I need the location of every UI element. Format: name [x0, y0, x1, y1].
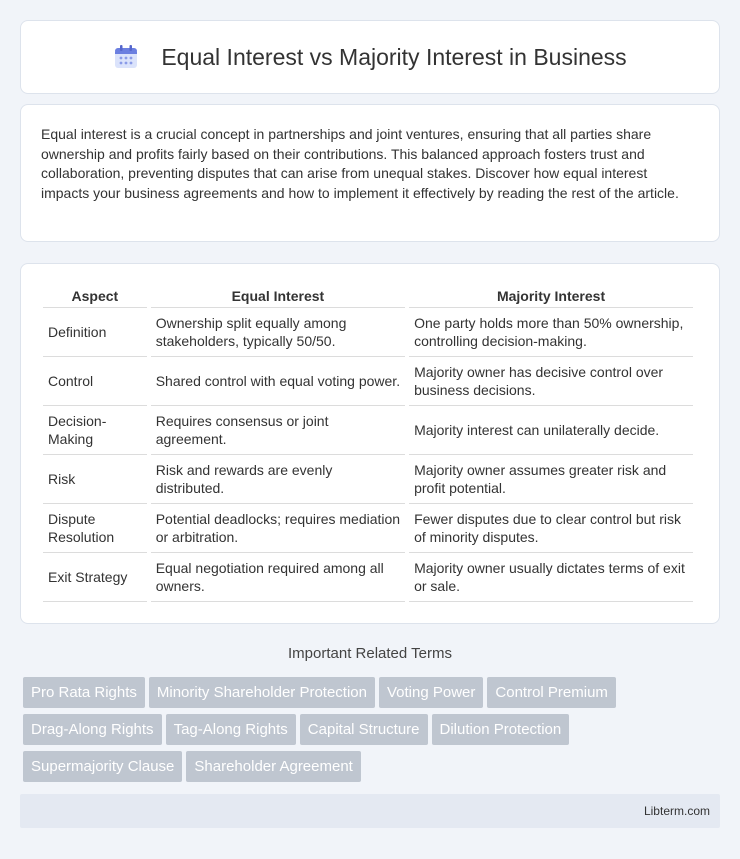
tag-voting-power[interactable]: Voting Power — [379, 677, 483, 708]
comparison-table-card — [20, 263, 720, 624]
row-majority: One party holds more than 50% ownership, controlling decision-making. — [409, 308, 693, 357]
table-row — [43, 308, 693, 357]
table-row — [43, 406, 693, 455]
tag-tag-along-rights[interactable]: Tag-Along Rights — [166, 714, 296, 745]
row-majority: Majority owner usually dictates terms of exit or sale. — [409, 553, 693, 602]
footer — [20, 794, 720, 828]
header-majority-interest: Majority Interest — [409, 284, 693, 308]
row-equal: Requires consensus or joint agreement. — [151, 406, 405, 455]
table-row — [43, 504, 693, 553]
row-aspect: Risk — [43, 455, 147, 504]
tag-dilution-protection[interactable]: Dilution Protection — [432, 714, 570, 745]
row-majority: Majority owner has decisive control over business decisions. — [409, 357, 693, 406]
tag-supermajority-clause[interactable]: Supermajority Clause — [23, 751, 182, 782]
row-majority: Majority owner assumes greater risk and profit potential. — [409, 455, 693, 504]
related-terms-list — [23, 677, 723, 788]
tag-control-premium[interactable]: Control Premium — [487, 677, 616, 708]
header-equal-interest: Equal Interest — [151, 284, 405, 308]
row-aspect: Dispute Resolution — [43, 504, 147, 553]
table-row — [43, 357, 693, 406]
calendar-icon — [113, 44, 139, 70]
tag-capital-structure[interactable]: Capital Structure — [300, 714, 428, 745]
row-aspect: Exit Strategy — [43, 553, 147, 602]
row-equal: Shared control with equal voting power. — [151, 357, 405, 406]
row-aspect: Control — [43, 357, 147, 406]
tag-drag-along-rights[interactable]: Drag-Along Rights — [23, 714, 162, 745]
row-aspect: Definition — [43, 308, 147, 357]
row-majority: Majority interest can unilaterally decide. — [409, 406, 693, 455]
footer-site-link[interactable]: Libterm.com — [643, 804, 710, 818]
row-majority: Fewer disputes due to clear control but risk of minority disputes. — [409, 504, 693, 553]
header-card — [20, 20, 720, 94]
table-header-row — [43, 284, 693, 308]
row-equal: Potential deadlocks; requires mediation or arbitration. — [151, 504, 405, 553]
comparison-table — [39, 284, 697, 602]
related-terms-title: Important Related Terms — [288, 645, 452, 662]
intro-card — [20, 104, 720, 242]
tag-shareholder-agreement[interactable]: Shareholder Agreement — [186, 751, 360, 782]
tag-minority-shareholder-protection[interactable]: Minority Shareholder Protection — [149, 677, 375, 708]
row-aspect: Decision-Making — [43, 406, 147, 455]
table-row — [43, 455, 693, 504]
tag-pro-rata-rights[interactable]: Pro Rata Rights — [23, 677, 145, 708]
page-title: Equal Interest vs Majority Interest in Business — [161, 43, 627, 70]
header-aspect: Aspect — [43, 284, 147, 308]
intro-text: Equal interest is a crucial concept in partnerships and joint ventures, ensuring that all parties share ownership and profits fairly based on their contributions. This balanced approach fosters trust and collaboration, preventing disputes that can arise from unequal stakes. Discover how equal interest impacts your business agreements and how to implement it effectively by reading the rest of the article. — [41, 126, 679, 201]
table-row — [43, 553, 693, 602]
row-equal: Risk and rewards are evenly distributed. — [151, 455, 405, 504]
row-equal: Equal negotiation required among all owners. — [151, 553, 405, 602]
row-equal: Ownership split equally among stakeholders, typically 50/50. — [151, 308, 405, 357]
